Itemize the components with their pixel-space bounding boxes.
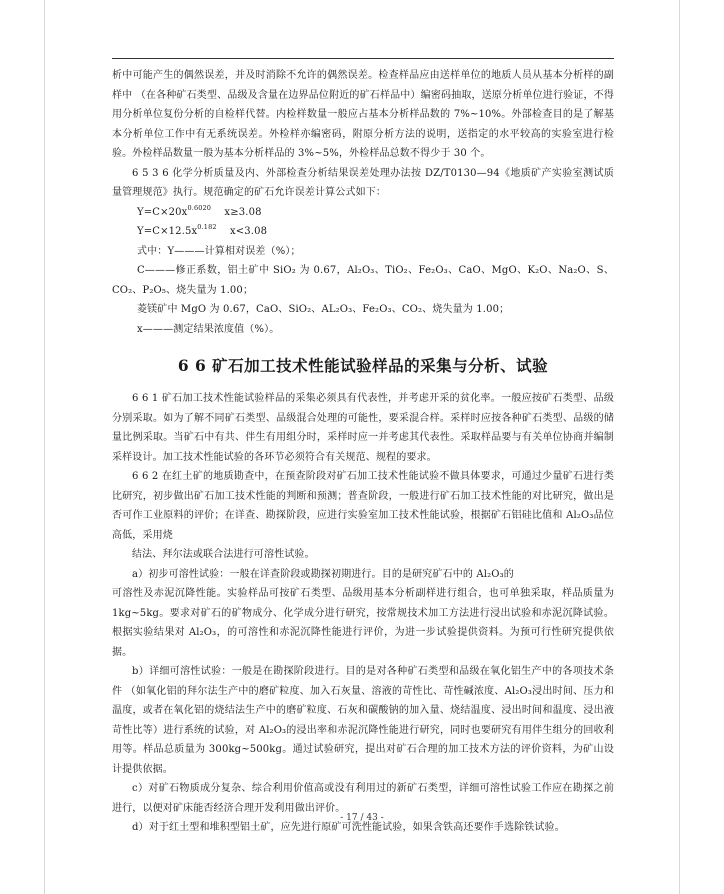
paragraph-661: 6 6 1 矿石加工技术性能试验样品的采集必须具有代表性，并考虑开采的贫化率。一般应按矿石类型、品级分别采取。如为了解不同矿石类型、品级混合处理的可能性，要采混合样。采样时应按各种矿石类型、品级的储量比例采取。当矿石中有共、伴生有用组分时，采样时应一并考虑其代表性。采取样品要与有关单位协商并编制采样设计。加工技术性能试验的各环节必须符合有关规范、规程的要求。 bbox=[112, 393, 614, 463]
paragraph-6536: 6 5 3 6 化学分析质量及内、外部检查分析结果误差处理办法按 DZ/T0130—94《地质矿产实验室测试质量管理规范》执行。规范确定的矿石允许误差计算公式如下： bbox=[112, 167, 614, 198]
coefficient-bauxite: C———修正系数，铝土矿中 SiO₂ 为 0.67，Al₂O₃、TiO₂、Fe₂O₃、CaO、MgO、K₂O、Na₂O、S、CO₂、P₂O₅、烧失量为 1.00； bbox=[112, 265, 614, 296]
item-c: c）对矿石物质成分复杂、综合利用价值高或没有利用过的新矿石类型，详细可溶性试验工作应在勘探之前进行，以便对矿床能否经济合理开发利用做出评价。 bbox=[112, 783, 614, 814]
formula-1: $Y=C\times 20x^{0.6020}$ x≥3.08 bbox=[137, 203, 262, 218]
formula-2: $Y=C\times 12.5x^{0.182}$ x<3.08 bbox=[137, 223, 268, 237]
document-body bbox=[112, 66, 614, 838]
section-heading: 6 6 矿石加工技术性能试验样品的采集与分析、试验 bbox=[177, 356, 549, 375]
formula-where: 式中：Y———计算相对误差（%）； bbox=[137, 245, 301, 257]
coefficient-magnesite: 菱镁矿中 MgO 为 0.67，CaO、SiO₂、AL₂O₃、Fe₂O₃、CO₂、烧失量为 1.00； bbox=[137, 304, 510, 315]
page-number: - 17 / 43 - bbox=[340, 813, 384, 823]
paragraph-continuation: 析中可能产生的偶然误差，并及时消除不允许的偶然误差。检查样品应由送样单位的地质人员从基本分析样的副样中 （在各种矿石类型、品级及含量在边界品位附近的矿石样品中）编密码抽取，送原分析单位进行验证，不得用分析单位复份分析的自检样代替。内检样数量一般应占基本分析样品数的 7%~10%。外部检查目的是了解基本分析单位工作中有无系统误差。外检样亦编密码，附原分析方法的说明，送指定的水平较高的实验室进行检验。外检样品数量一般为基本分析样品的 3%~5%，外检样品总数不得少于 30 个。 bbox=[112, 70, 614, 159]
variable-x-definition: x———测定结果浓度值（%）。 bbox=[137, 323, 280, 335]
item-a: a）初步可溶性试验：一般在详查阶段或勘探初期进行。目的是研究矿石中的 Al₂O₃的 bbox=[132, 568, 514, 580]
paragraph-662-tail: 结法、拜尔法或联合法进行可溶性试验。 bbox=[132, 549, 315, 560]
header-rule bbox=[112, 58, 614, 59]
paragraph-662: 6 6 2 在红土矿的地质勘查中，在预查阶段对矿石加工技术性能试验不做具体要求，可通过少量矿石进行类比研究，初步做出矿石加工技术性能的判断和预测；普查阶段，一般进行矿石加工技术性能的对比研究，做出是否可作工业原料的评价；在详查、勘探阶段，应进行实验室加工技术性能试验，根据矿石铝硅比值和 Al₂O₃品位高低，采用烧 bbox=[112, 471, 614, 541]
item-d: d）对于红土型和堆积型铝土矿，应先进行原矿可洗性能试验，如果含铁高还要作手选除铁试验。 bbox=[132, 822, 565, 833]
item-b: b）详细可溶性试验：一般是在勘探阶段进行。目的是对各种矿石类型和品级在氧化铝生产中的各项技术条件 （如氧化铝的拜尔法生产中的磨矿粒度、加入石灰量、溶液的苛性比、苛性碱浓度、Al₂O₃浸出时间、压力和温度，或者在氧化铝的烧结法生产中的磨矿粒度、石灰和碳酸钠的加入量、烧结温度、浸出时间和温度、浸出液苛性比等）进行系统的试验，对 Al₂O₃的浸出率和赤泥沉降性能进行研究，同时也要研究有用伴生组分的回收利用等。样品总质量为 300kg~500kg。通过试验研究，提出对矿石合理的加工技术方法的评价资料，为矿山设计提供依据。 bbox=[112, 666, 615, 775]
item-a-body: 可溶性及赤泥沉降性能。实验样品可按矿石类型、品级用基本分析副样进行组合，也可单独采取，样品质量为 1kg~5kg。要求对矿石的矿物成分、化学成分进行研究，按常规技术加工方法进行浸出试验和赤泥沉降试验。根据实验结果对 Al₂O₃，的可溶性和赤泥沉降性能进行评价，为进一步试验提供资料。为预可行性研究提供依据。 bbox=[112, 588, 614, 658]
